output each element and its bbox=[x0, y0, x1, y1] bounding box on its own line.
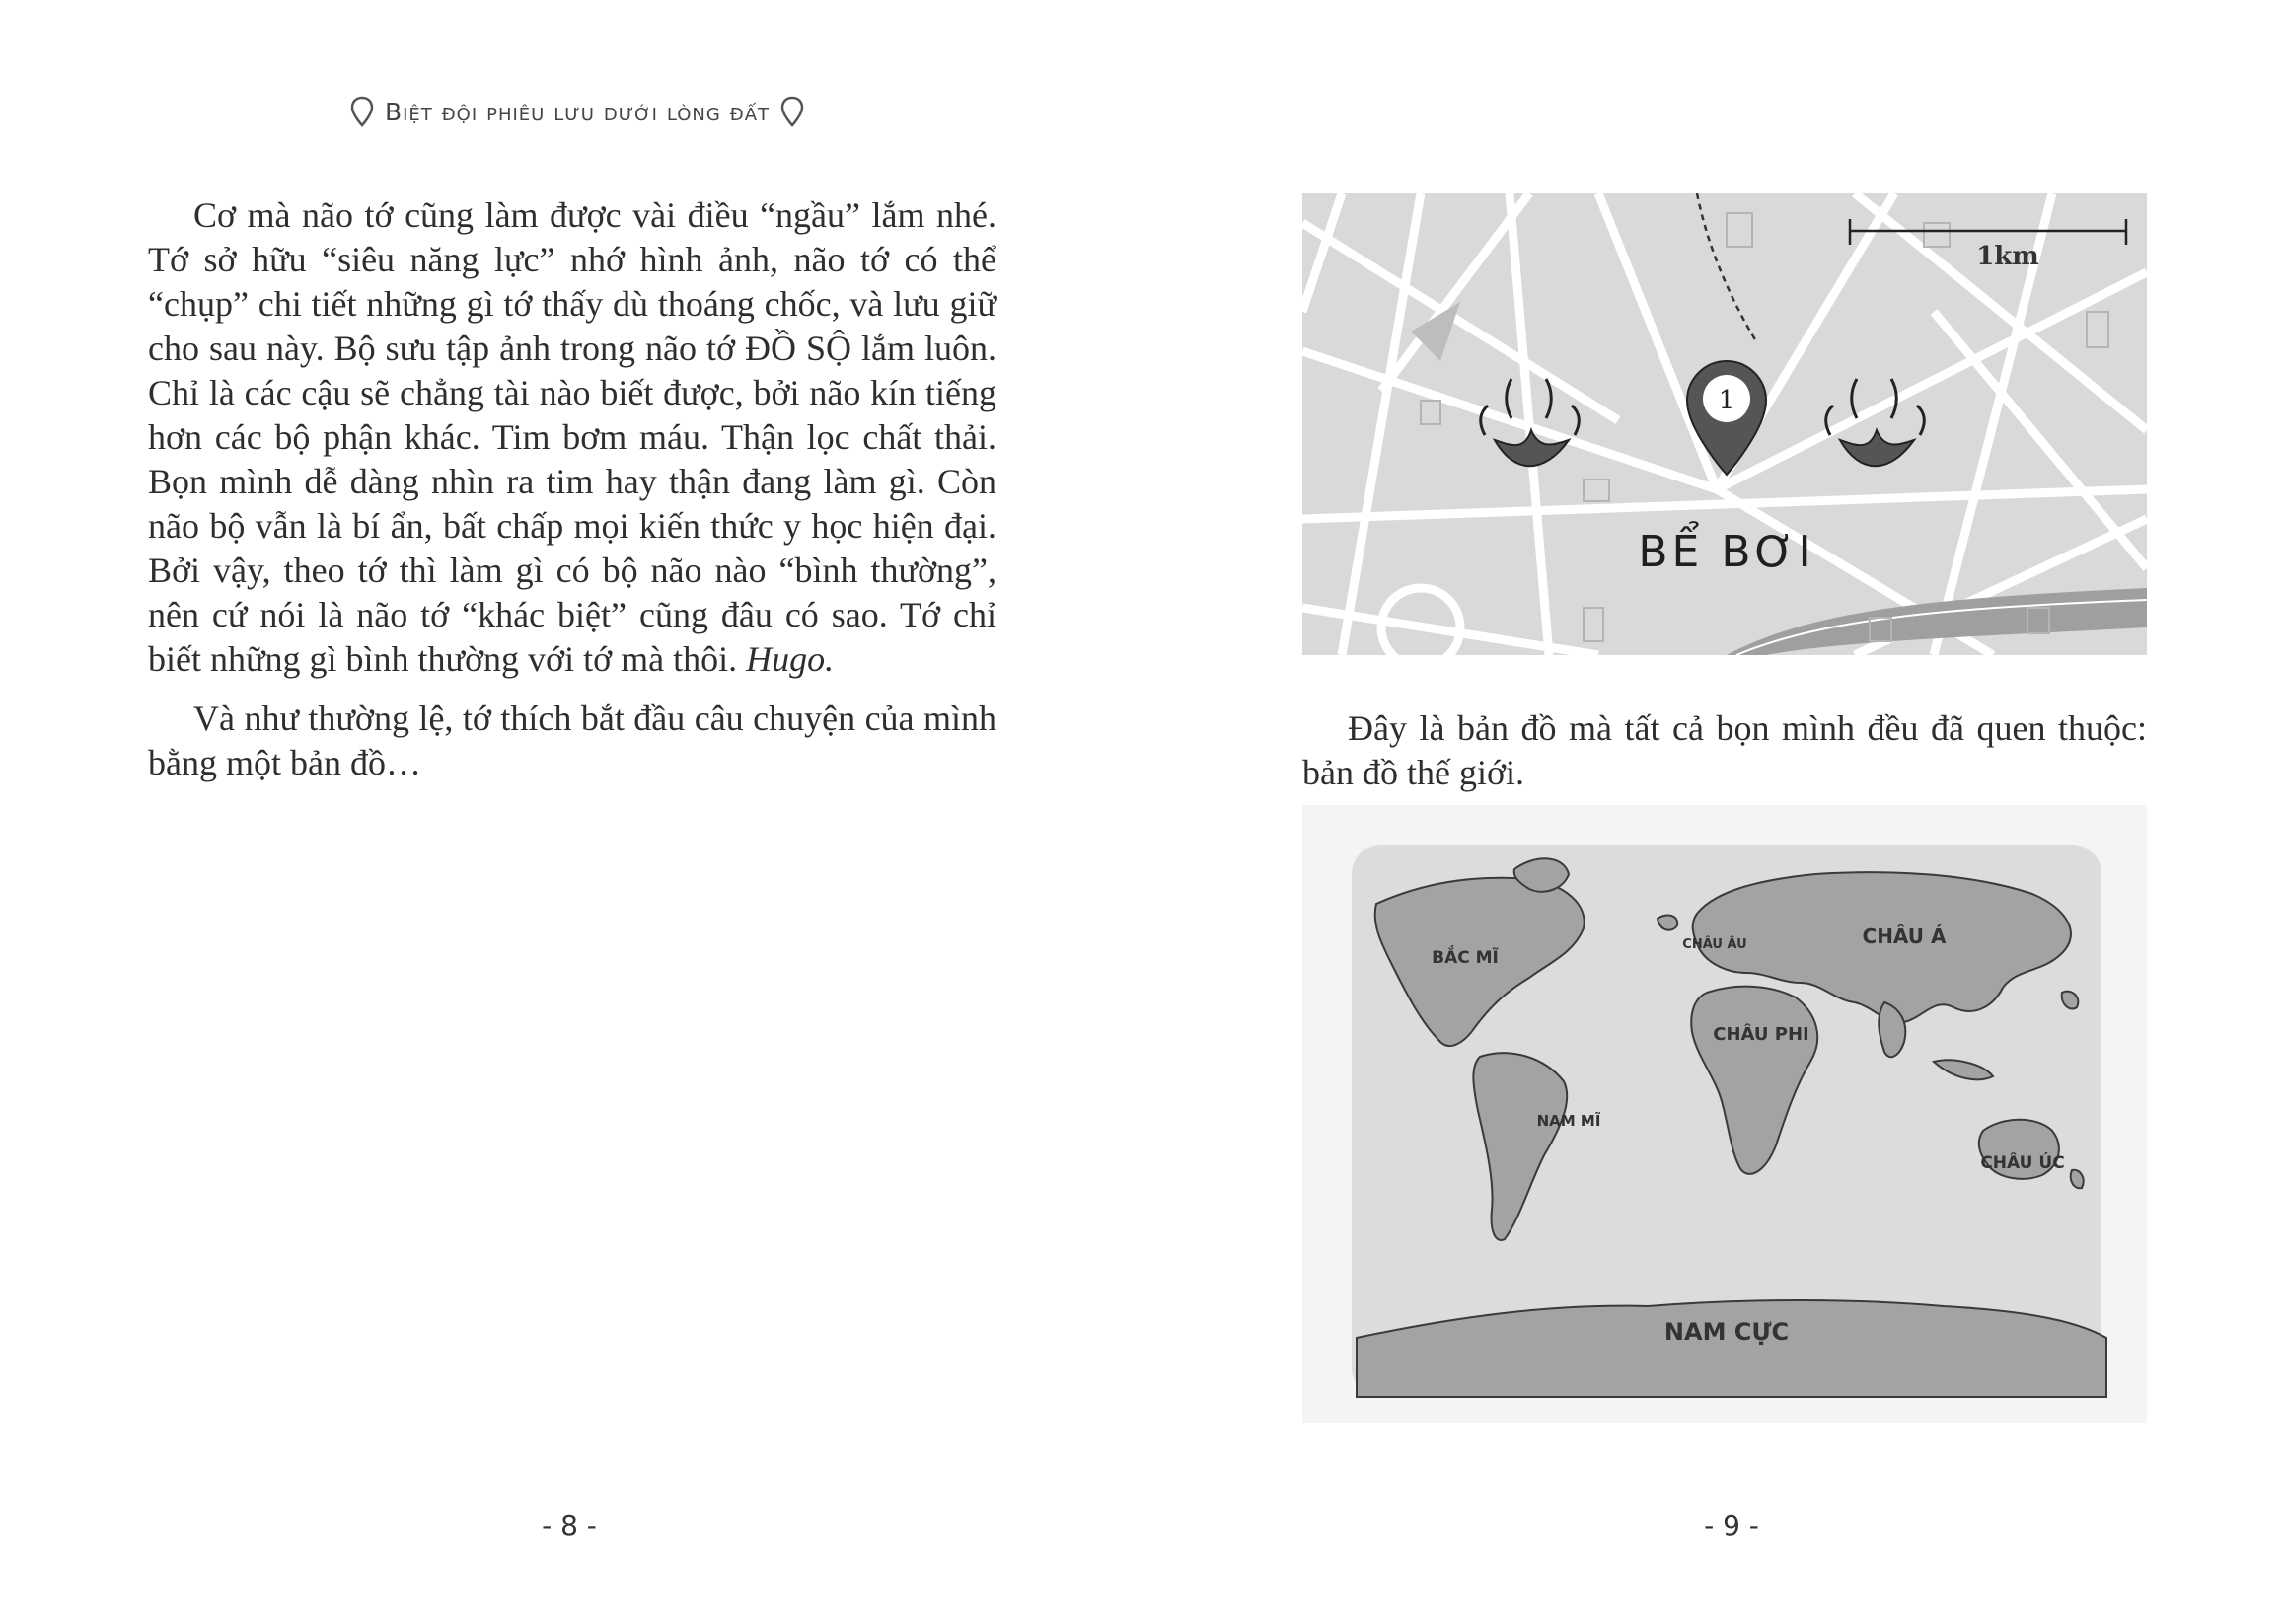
left-page bbox=[0, 0, 1142, 1624]
right-page bbox=[1142, 0, 2285, 1624]
place-label: BỂ BƠI bbox=[1638, 527, 1815, 577]
label-australia: CHÂU ÚC bbox=[1980, 1153, 2065, 1173]
page-number: - 8 - bbox=[542, 1510, 597, 1542]
pin-number: 1 bbox=[1718, 386, 1735, 415]
author-name: Hugo. bbox=[746, 639, 835, 679]
label-europe: CHÂU ÂU bbox=[1682, 937, 1747, 952]
scale-label: 1km bbox=[1976, 242, 2039, 271]
body-paragraph bbox=[148, 193, 996, 682]
label-south-america: NAM MĨ bbox=[1536, 1112, 1601, 1130]
body-paragraph: Và như thường lệ, tớ thích bắt đầu câu chuyện của mình bằng một bản đồ… bbox=[148, 699, 996, 782]
page-number: - 9 - bbox=[1704, 1510, 1759, 1542]
map-pin-icon bbox=[779, 96, 805, 127]
running-head-title: Biệt đội phiêu lưu dưới lòng đất bbox=[384, 97, 771, 126]
label-antarctica: NAM CỰC bbox=[1663, 1318, 1790, 1346]
body-paragraph: Đây là bản đồ mà tất cả bọn mình đều đã quen thuộc: bản đồ thế giới. bbox=[1302, 708, 2147, 792]
label-africa: CHÂU PHI bbox=[1713, 1024, 1809, 1045]
running-head bbox=[311, 87, 844, 136]
city-map bbox=[1302, 193, 2147, 655]
map-pin-icon bbox=[349, 96, 375, 127]
world-map bbox=[1302, 805, 2147, 1423]
paragraph-text: Cơ mà não tớ cũng làm được vài điều “ngầu” lắm nhé. Tớ sở hữu “siêu năng lực” nhớ hình ảnh, não tớ có thể “chụp” chi tiết những gì tớ thấy dù thoáng chốc, và lưu giữ cho sau này. Bộ sưu tập ảnh trong não tớ ĐỒ SỘ lắm luôn. Chỉ là các cậu sẽ chẳng tài nào biết được, bởi não kín tiếng hơn các bộ phận khác. Tim bơm máu. Thận lọc chất thải. Bọn mình dễ dàng nhìn ra tim hay thận đang làm gì. Còn não bộ vẫn là bí ẩn, bất chấp mọi kiến thức y học hiện đại. Bởi vậy, theo tớ thì làm gì có bộ não nào “bình thường”, nên cứ nói là não tớ “khác biệt” cũng đâu có sao. Tớ chỉ biết những gì bình thường với tớ mà thôi. bbox=[148, 195, 996, 679]
label-north-america: BẮC MĨ bbox=[1432, 948, 1499, 968]
label-asia: CHÂU Á bbox=[1862, 924, 1947, 948]
